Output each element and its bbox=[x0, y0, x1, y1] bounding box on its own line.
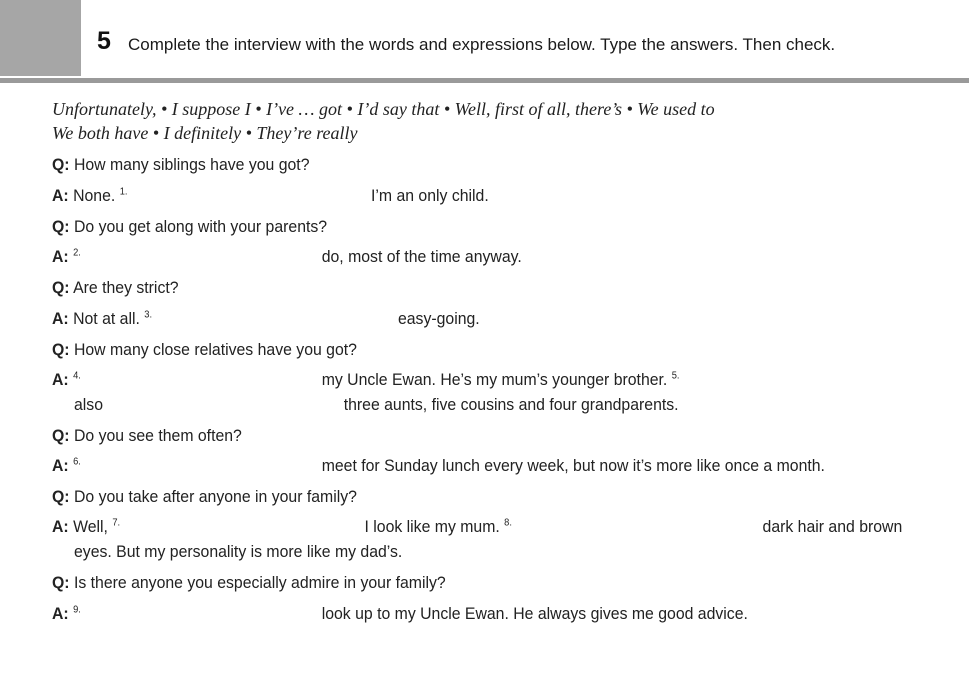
question-4 bbox=[52, 339, 889, 363]
question-text: How many close relatives have you got? bbox=[73, 340, 357, 359]
answer-text-before: None. bbox=[73, 186, 116, 205]
gap-number-8: 8. bbox=[504, 517, 512, 529]
gap-number-6: 6. bbox=[73, 456, 81, 468]
speaker-label: Q: bbox=[52, 426, 70, 445]
speaker-label: A: bbox=[52, 186, 69, 205]
exercise-number: 5 bbox=[97, 27, 111, 55]
speaker-label: Q: bbox=[52, 217, 70, 236]
gap-number-7: 7. bbox=[112, 517, 121, 529]
answer-3 bbox=[52, 308, 889, 332]
speaker-label: Q: bbox=[52, 278, 70, 297]
question-text: Are they strict? bbox=[73, 278, 179, 297]
answer-text-after: dark hair and brown bbox=[762, 517, 903, 536]
header-divider bbox=[0, 78, 969, 83]
gap-number-2: 2. bbox=[73, 247, 81, 259]
question-5 bbox=[52, 425, 889, 449]
speaker-label: A: bbox=[52, 247, 69, 266]
answer-text-after: my Uncle Ewan. He’s my mum’s younger brother. $^{5.}$ bbox=[321, 370, 680, 389]
question-text: Do you see them often? bbox=[73, 426, 242, 445]
question-6 bbox=[52, 486, 889, 510]
answer-6-continuation: eyes. But my personality is more like my dad’s. bbox=[74, 542, 403, 561]
answer-4-continuation bbox=[74, 394, 892, 418]
speaker-label: A: bbox=[52, 370, 69, 389]
answer-text-middle: I look like my mum. $^{8.}$ bbox=[364, 517, 512, 536]
gap-number-3: 3. bbox=[144, 309, 153, 321]
speaker-label: A: bbox=[52, 604, 69, 623]
question-text: Is there anyone you especially admire in your family? bbox=[73, 573, 446, 592]
question-text: Do you get along with your parents? bbox=[73, 217, 328, 236]
answer-4 bbox=[52, 369, 889, 393]
speaker-label: Q: bbox=[52, 155, 70, 174]
answer-text-after: I’m an only child. bbox=[370, 186, 489, 205]
speaker-label: A: bbox=[52, 517, 69, 536]
gap-number-1: 1. bbox=[119, 186, 128, 198]
speaker-label: Q: bbox=[52, 573, 70, 592]
speaker-label: Q: bbox=[52, 487, 70, 506]
question-3 bbox=[52, 277, 889, 301]
word-bank-line-1: Unfortunately, • I suppose I • I’ve … got • I’d say that • Well, first of all, there’s • We used to bbox=[52, 99, 715, 119]
gap-number-9: 9. bbox=[73, 604, 81, 616]
question-text: How many siblings have you got? bbox=[73, 155, 310, 174]
answer-text-before: Well, bbox=[73, 517, 108, 536]
question-text: Do you take after anyone in your family? bbox=[73, 487, 357, 506]
answer-text-after: meet for Sunday lunch every week, but now it’s more like once a month. bbox=[321, 456, 825, 475]
answer-6 bbox=[52, 516, 908, 540]
answer-5 bbox=[52, 455, 889, 479]
answer-text-before: Not at all. bbox=[73, 309, 140, 328]
answer-text-after: easy-going. bbox=[397, 309, 480, 328]
answer-text-before: also bbox=[74, 395, 104, 414]
gap-number-4: 4. bbox=[73, 370, 81, 382]
header-gray-block bbox=[0, 0, 81, 76]
speaker-label: Q: bbox=[52, 340, 70, 359]
word-bank-line-2: We both have • I definitely • They’re really bbox=[52, 123, 358, 143]
answer-text-after: do, most of the time anyway. bbox=[321, 247, 522, 266]
answer-2 bbox=[52, 246, 889, 270]
question-1 bbox=[52, 154, 889, 178]
answer-7 bbox=[52, 603, 889, 627]
gap-number-5: 5. bbox=[671, 370, 680, 382]
question-7 bbox=[52, 572, 889, 596]
question-2 bbox=[52, 216, 889, 240]
speaker-label: A: bbox=[52, 456, 69, 475]
exercise-instruction: Complete the interview with the words and expressions below. Type the answers. Then check. bbox=[128, 35, 836, 54]
speaker-label: A: bbox=[52, 309, 69, 328]
answer-text-after: three aunts, five cousins and four grandparents. bbox=[343, 395, 679, 414]
answer-text-after: look up to my Uncle Ewan. He always gives me good advice. bbox=[321, 604, 748, 623]
answer-1 bbox=[52, 185, 889, 209]
